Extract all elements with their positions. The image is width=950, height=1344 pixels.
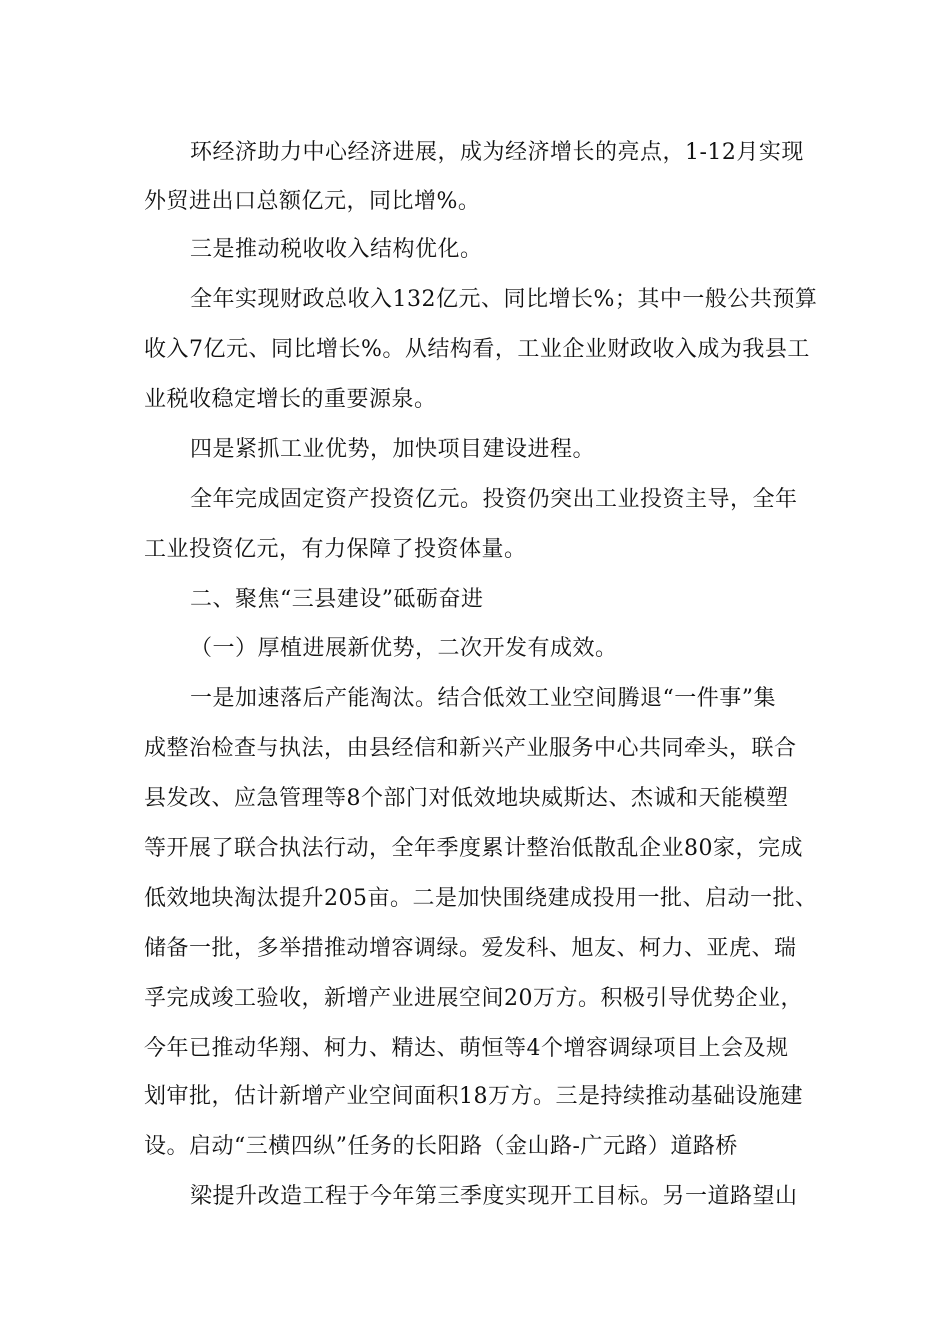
paragraph-line: 外贸进出口总额亿元，同比增%。 [144, 189, 481, 214]
paragraph-line: 县发改、应急管理等8个部门对低效地块威斯达、杰诚和天能模塑 [144, 786, 789, 811]
section-heading: 四是紧抓工业优势，加快项目建设进程。 [190, 437, 596, 462]
paragraph-line: 梁提升改造工程于今年第三季度实现开工目标。另一道路望山 [190, 1184, 798, 1209]
paragraph-line: 全年实现财政总收入132亿元、同比增长%；其中一般公共预算 [190, 287, 818, 312]
paragraph-line: 储备一批，多举措推动增容调绿。爱发科、旭友、柯力、亚虎、瑞 [144, 936, 797, 961]
paragraph-line: 工业投资亿元，有力保障了投资体量。 [144, 537, 527, 562]
chapter-heading: 二、聚焦“三县建设”砥砺奋进 [190, 587, 484, 612]
subsection-heading: （一）厚植进展新优势，二次开发有成效。 [190, 636, 618, 661]
section-heading: 三是推动税收收入结构优化。 [190, 237, 483, 262]
paragraph-line: 孚完成竣工验收，新增产业进展空间20万方。积极引导优势企业， [144, 986, 803, 1011]
paragraph-line: 设。启动“三横四纵”任务的长阳路（金山路-广元路）道路桥 [144, 1134, 738, 1159]
paragraph-line: 全年完成固定资产投资亿元。投资仍突出工业投资主导，全年 [190, 487, 798, 512]
paragraph-line: 等开展了联合执法行动，全年季度累计整治低散乱企业80家，完成 [144, 836, 803, 861]
paragraph-line: 成整治检查与执法，由县经信和新兴产业服务中心共同牵头，联合 [144, 736, 797, 761]
paragraph-line: 今年已推动华翔、柯力、精达、萌恒等4个增容调绿项目上会及规 [144, 1036, 789, 1061]
paragraph-line: 环经济助力中心经济进展，成为经济增长的亮点，1-12月实现 [190, 140, 804, 165]
paragraph-line: 一是加速落后产能淘汰。结合低效工业空间腾退“一件事”集 [190, 686, 776, 711]
paragraph-line: 划审批，估计新增产业空间面积18万方。三是持续推动基础设施建 [144, 1084, 803, 1109]
paragraph-line: 收入7亿元、同比增长%。从结构看，工业企业财政收入成为我县工 [144, 337, 810, 362]
paragraph-line: 业税收稳定增长的重要源泉。 [144, 387, 437, 412]
paragraph-line: 低效地块淘汰提升205亩。二是加快围绕建成投用一批、启动一批、 [144, 886, 818, 911]
